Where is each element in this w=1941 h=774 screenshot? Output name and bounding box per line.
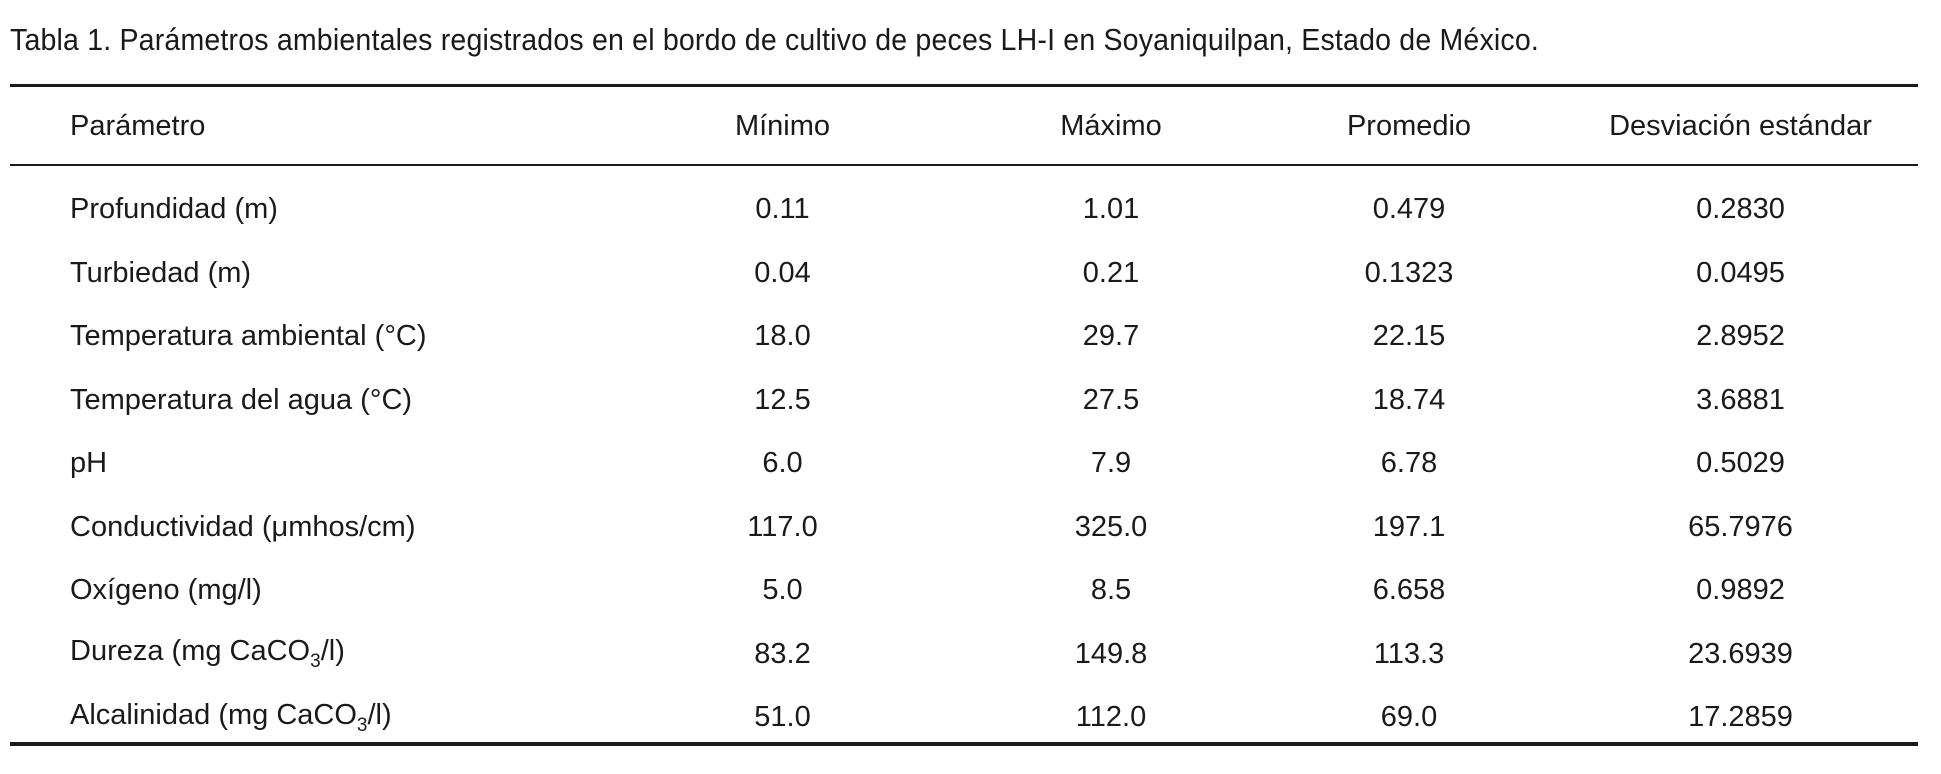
table-row — [70, 305, 1920, 369]
param-subscript: 3 — [356, 714, 368, 736]
cell-promedio: 22.15 — [1372, 320, 1446, 353]
cell-minimo: 5.0 — [762, 574, 803, 607]
cell-parametro: Temperatura ambiental (°C) — [70, 320, 427, 353]
param-text: Dureza (mg CaCO — [70, 635, 311, 668]
table-row — [70, 623, 1920, 687]
cell-minimo: 12.5 — [754, 383, 811, 416]
cell-maximo: 29.7 — [1082, 320, 1140, 353]
cell-maximo: 7.9 — [1090, 447, 1132, 480]
cell-desviacion: 0.5029 — [1696, 447, 1785, 480]
cell-parametro: Oxígeno (mg/l) — [70, 574, 262, 607]
cell-desviacion: 0.0495 — [1696, 256, 1785, 289]
header-minimo: Mínimo — [734, 109, 831, 142]
cell-maximo: 1.01 — [1082, 193, 1140, 226]
table-row — [70, 369, 1920, 433]
cell-desviacion: 0.9892 — [1696, 574, 1785, 607]
cell-parametro: Turbiedad (m) — [70, 256, 252, 289]
table-row — [70, 496, 1920, 560]
table-row — [70, 178, 1920, 242]
cell-maximo: 8.5 — [1090, 574, 1132, 607]
cell-minimo: 18.0 — [754, 320, 811, 353]
cell-desviacion: 3.6881 — [1696, 383, 1785, 416]
header-maximo: Máximo — [1060, 109, 1162, 142]
param-text: Alcalinidad (mg CaCO — [70, 698, 357, 731]
cell-promedio: 0.479 — [1372, 193, 1446, 226]
cell-promedio: 0.1323 — [1364, 256, 1454, 289]
table-row — [70, 432, 1920, 496]
cell-maximo: 325.0 — [1074, 510, 1148, 543]
cell-desviacion: 23.6939 — [1688, 637, 1793, 670]
cell-maximo: 112.0 — [1075, 701, 1147, 734]
table-caption: Tabla 1. Parámetros ambientales registrados en el bordo de cultivo de peces LH-I en Soyaniquilpan, Estado de México. — [10, 22, 1540, 57]
cell-desviacion: 2.8952 — [1696, 320, 1785, 353]
table-bottom-rule — [10, 742, 1918, 746]
cell-parametro: Profundidad (m) — [70, 193, 278, 226]
table-top-rule — [10, 84, 1918, 87]
table-header-row — [70, 100, 1920, 152]
header-desviacion: Desviación estándar — [1609, 109, 1872, 142]
cell-promedio: 6.78 — [1380, 447, 1438, 480]
table-row — [70, 242, 1920, 306]
cell-promedio: 69.0 — [1380, 701, 1438, 734]
cell-parametro: Conductividad (μmhos/cm) — [70, 510, 416, 543]
cell-maximo: 27.5 — [1082, 383, 1140, 416]
cell-parametro: Temperatura del agua (°C) — [70, 383, 413, 416]
header-promedio: Promedio — [1346, 109, 1472, 142]
param-text: /l) — [320, 635, 345, 668]
cell-minimo: 83.2 — [754, 637, 811, 670]
table-body — [70, 178, 1920, 750]
cell-parametro: pH — [70, 447, 108, 480]
table-row — [70, 559, 1920, 623]
cell-minimo: 117.0 — [747, 510, 818, 543]
table-header-rule — [10, 164, 1918, 166]
cell-maximo: 0.21 — [1082, 256, 1140, 289]
cell-promedio: 6.658 — [1372, 574, 1446, 607]
param-subscript: 3 — [310, 651, 321, 673]
cell-parametro — [70, 635, 680, 673]
cell-parametro — [70, 699, 680, 737]
cell-desviacion: 65.7976 — [1688, 510, 1793, 543]
table-row — [70, 686, 1920, 750]
cell-maximo: 149.8 — [1074, 637, 1148, 670]
cell-desviacion: 17.2859 — [1688, 701, 1793, 734]
cell-promedio: 113.3 — [1373, 637, 1445, 670]
cell-minimo: 51.0 — [754, 701, 811, 734]
header-parametro: Parámetro — [70, 109, 206, 142]
cell-minimo: 6.0 — [762, 447, 803, 480]
cell-minimo: 0.04 — [754, 256, 811, 289]
param-text: /l) — [367, 698, 392, 731]
cell-desviacion: 0.2830 — [1696, 193, 1785, 226]
cell-promedio: 18.74 — [1372, 383, 1446, 416]
cell-minimo: 0.11 — [755, 193, 810, 226]
cell-promedio: 197.1 — [1372, 510, 1446, 543]
